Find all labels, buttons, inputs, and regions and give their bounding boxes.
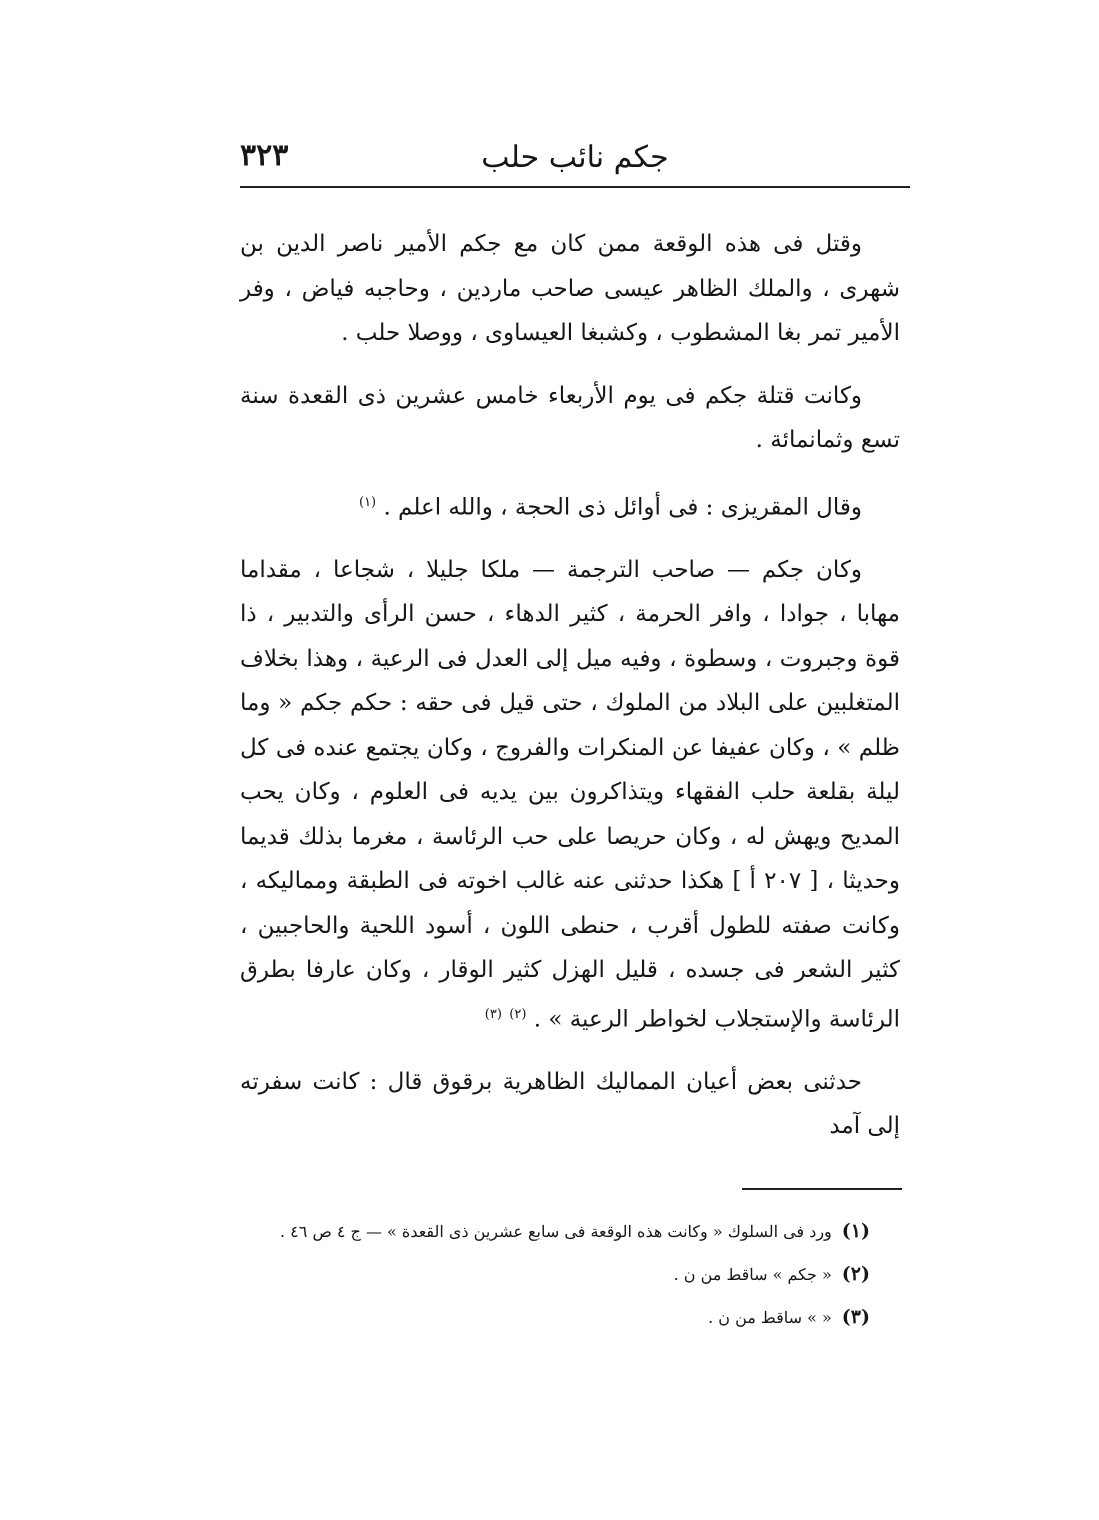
footnote-text: ورد فى السلوك « وكانت هذه الوقعة فى سابع عشرين ذى القعدة » — ج ٤ ص ٤٦ . (280, 1222, 832, 1241)
note-marker-1: (١) (358, 494, 377, 510)
page-header (240, 128, 910, 178)
note-marker-2: (٢) (509, 1006, 527, 1022)
page-number: ٣٢٣ (240, 138, 289, 173)
footnotes (240, 1210, 870, 1339)
footnote-rule (742, 1188, 902, 1190)
paragraph-battle-casualties: وقتل فى هذه الوقعة ممن كان مع جكم الأمير ناصر الدين بن شهرى ، والملك الظاهر عيسى صاحب ماردين ، وحاجبه فياض ، وفر الأمير تمر بغا المشطوب ، وكشبغا العيساوى ، ووصلا حلب . (240, 231, 900, 346)
paragraph-death-date: وكانت قتلة جكم فى يوم الأربعاء خامس عشرين ذى القعدة سنة تسع وثمانمائة . (240, 382, 900, 453)
paragraph-text: وكان جكم — صاحب الترجمة — ملكا جليلا ، شجاعا ، مقداما مهابا ، جوادا ، وافر الحرمة ، كثير الدهاء ، حسن الرأى والتدبير ، ذا قوة وجبروت ، وسطوة ، وفيه ميل إلى العدل فى الرعية ، وهذا بخلاف المتغلبين على البلاد من الملوك ، حتى قيل فى حقه : حكم جكم « وما ظلم » ، وكان عفيفا عن المنكرات والفروج ، وكان يجتمع عنده فى كل ليلة بقلعة حلب الفقهاء ويتذاكرون بين يديه فى العلوم ، وكان يحب المديح ويهش له ، وكان حريصا على حب الرئاسة ، مغرما بذلك قديما وحديثا ، [ ٢٠٧ أ ] هكذا حدثنى عنه غالب اخوته فى الطبقة ومماليكه ، وكانت صفته للطول أقرب ، حنطى اللون ، أسود اللحية والحاجبين ، كثير الشعر فى جسده ، قليل الهزل كثير الوقار ، وكان عارفا بطرق الرئاسة والإستجلاب لخواطر الرعية » . (240, 556, 901, 1033)
note-marker-3: (٣) (484, 1006, 502, 1022)
footnote-text: « جكم » ساقط من ن . (673, 1265, 832, 1284)
main-text (240, 222, 900, 1149)
footnote-text: « » ساقط من ن . (708, 1308, 832, 1327)
running-title: جكم نائب حلب (481, 140, 669, 175)
footnote-number: (٣) (841, 1306, 870, 1328)
footnote-number: (١) (841, 1220, 870, 1242)
paragraph-amid-journey: حدثنى بعض أعيان المماليك الظاهرية برقوق قال : كانت سفرته إلى آمد (240, 1068, 900, 1140)
footnote-2 (240, 1253, 870, 1296)
paragraph-biography (240, 548, 900, 1042)
footnote-3 (240, 1296, 870, 1339)
footnote-number: (٢) (841, 1263, 870, 1285)
paragraph-maqrizi-note (240, 481, 900, 530)
paragraph-text: وقال المقريزى : فى أوائل ذى الحجة ، والله اعلم . (383, 494, 862, 521)
header-rule (240, 186, 910, 188)
footnote-1 (240, 1210, 870, 1253)
